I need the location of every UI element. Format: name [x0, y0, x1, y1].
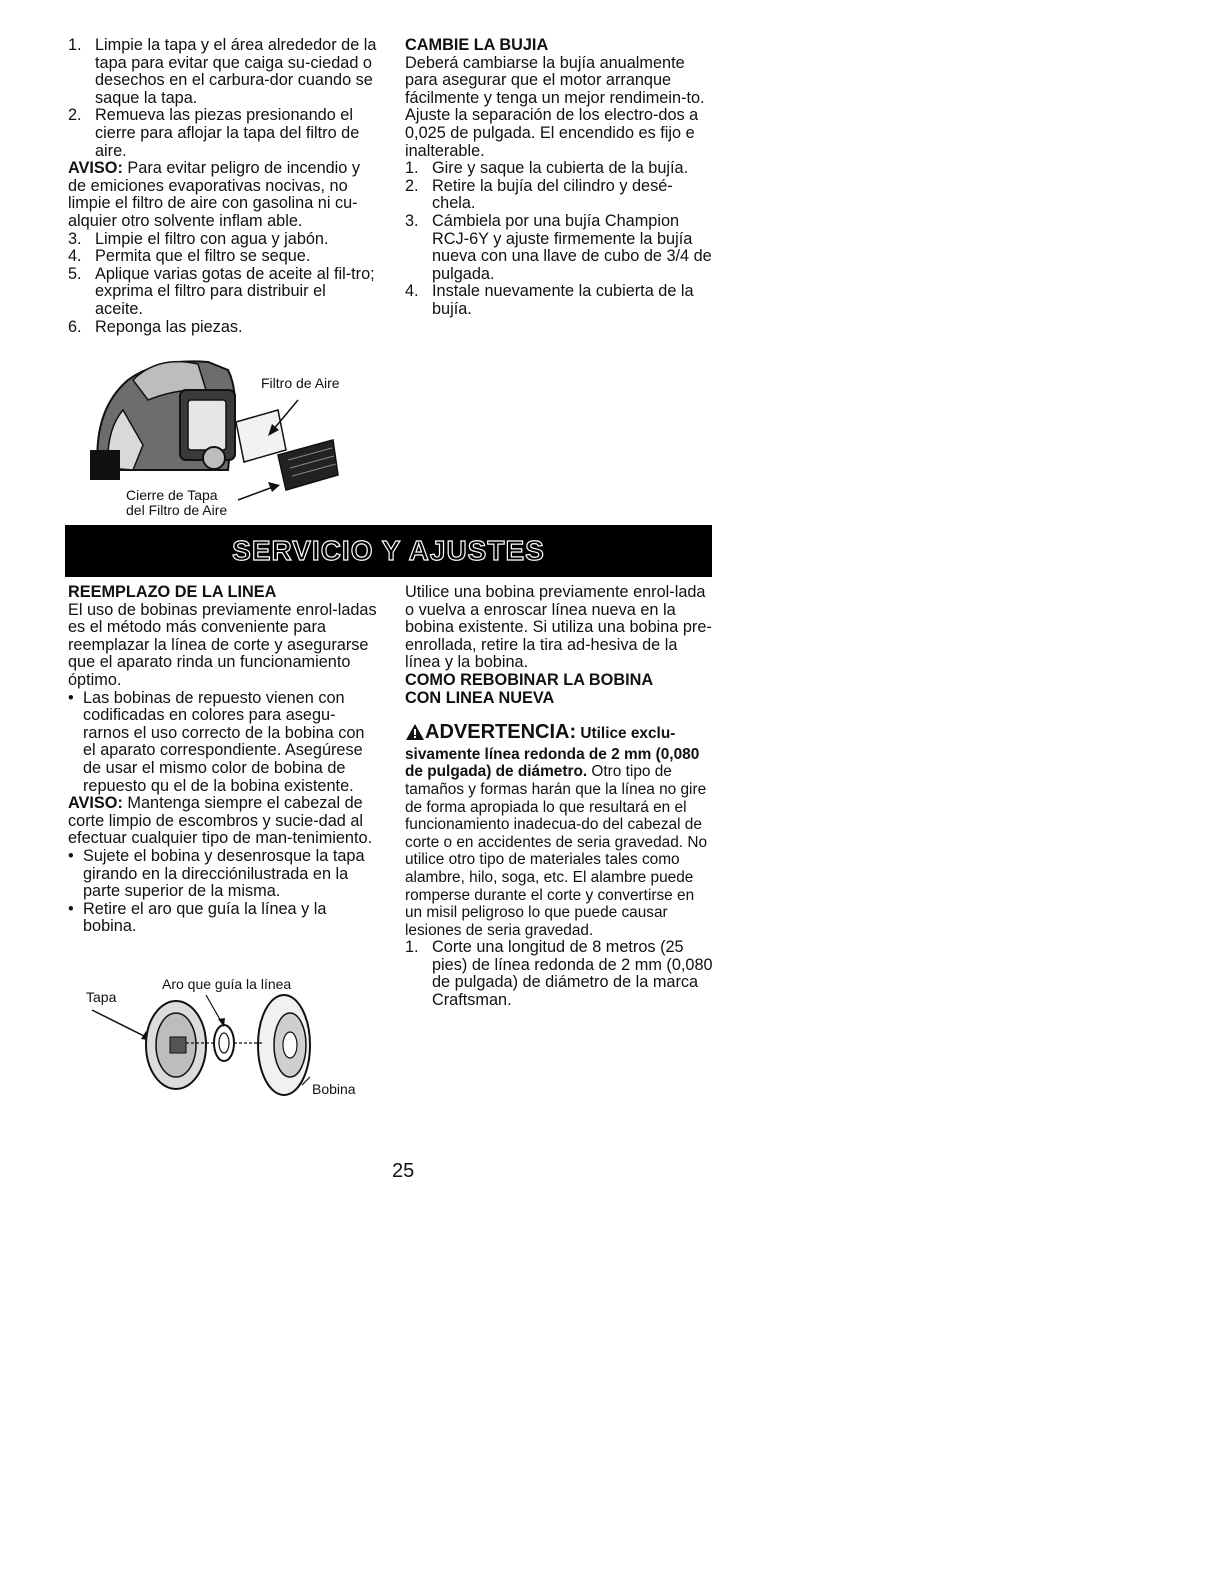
aviso-paragraph-2: AVISO: Mantenga siempre el cabezal de corte limpio de escombros y sucie-dad al efectuar cualquier tipo de man-tenimiento.: [68, 794, 373, 848]
list-item: 3. Limpie el filtro con agua y jabón.: [68, 229, 329, 248]
aviso-paragraph: AVISO: Para evitar peligro de incendio y de emiciones evaporativas nocivas, no limpie el filtro de aire con gasolina ni cu-alquier otro solvente inflam able.: [68, 159, 361, 230]
air-filter-steps-a: [68, 37, 378, 160]
list-item: 4. Instale nuevamente la cubierta de la bujía.: [405, 282, 694, 318]
spark-plug-intro: Deberá cambiarse la bujía anualmente para asegurar que el motor arranque fácilmente y tenga un mejor rendimein-to. Ajuste la separación de los electro-dos a 0,025 de pulgada. El encendido es fijo e inalterable.: [405, 53, 705, 160]
section-banner: [65, 525, 712, 577]
bullet-list-2: [68, 848, 378, 936]
rewind-heading-2: CON LINEA NUEVA: [405, 688, 555, 707]
filter-label: Filtro de Aire: [261, 375, 340, 391]
list-item: 4. Permita que el filtro se seque.: [68, 247, 311, 266]
list-item: • Las bobinas de repuesto vienen con codificadas en colores para asegu-rarnos el uso correcto de la bobina con el aparato correspondiente. Asegúrese de usar el mismo color de bobina de repuesto qu el de la bobina existente.: [68, 688, 365, 795]
section-banner-title: SERVICIO Y AJUSTES: [232, 535, 545, 566]
air-filter-steps-b: [68, 231, 378, 337]
warning-text: Otro tipo de tamaños y formas harán que la línea no gire de forma apropiada lo que resultará en el funcionamiento inadecua-do del cabezal de corte o en accidentes de seria gravedad. No utilice otro tipo de materiales tales como alambre, hilo, soga, etc. El alambre puede romperse durante el corte y convertirse en un misil peligroso lo que puede causar lesiones de seria gravedad.: [405, 763, 708, 939]
left-column-top: [68, 37, 378, 336]
list-item: 6. Reponga las piezas.: [68, 317, 243, 336]
cap-label: Tapa: [86, 989, 117, 1005]
bullet-list-1: [68, 690, 378, 796]
warning-title: ADVERTENCIA:: [425, 721, 577, 744]
right-column-bottom: [405, 584, 715, 1010]
latch-label-1: Cierre de Tapa: [126, 487, 218, 503]
rewind-steps: [405, 939, 715, 1009]
rewind-intro: Utilice una bobina previamente enrol-lada o vuelva a enroscar línea nueva en la bobina existente. Si utiliza una bobina pre-enrollada, retire la tira ad-hesiva de la línea y la bobina.: [405, 583, 712, 672]
list-item: 1. Corte una longitud de 8 metros (25 pies) de línea redonda de 2 mm (0,080 de pulgada) de diámetro de la marca Craftsman.: [405, 938, 713, 1010]
list-item: 2. Remueva las piezas presionando el cierre para aflojar la tapa del filtro de aire.: [68, 106, 360, 160]
line-replacement-heading: REEMPLAZO DE LA LINEA: [68, 583, 277, 601]
right-column-top: [405, 37, 715, 319]
warning-paragraph: [405, 723, 715, 939]
latch-label-2: del Filtro de Aire: [126, 502, 228, 518]
list-item: 1. Gire y saque la cubierta de la bujía.: [405, 159, 689, 178]
left-column-bottom: [68, 584, 378, 936]
list-item: • Retire el aro que guía la línea y la bobina.: [68, 899, 327, 936]
spool-figure: [84, 975, 374, 1100]
spark-plug-steps: [405, 160, 715, 318]
ring-label: Aro que guía la línea: [162, 976, 292, 992]
page-number: 25: [392, 1160, 415, 1182]
line-replacement-intro: El uso de bobinas previamente enrol-ladas es el método más conveniente para reemplazar la línea de corte y asegurarse que el aparato rinda un funcionamiento óptimo.: [68, 600, 377, 689]
air-filter-figure: [88, 350, 368, 520]
list-item: 3. Cámbiela por una bujía Champion RCJ-6Y y ajuste firmemente la bujía nueva con una llave de cubo de 3/4 de pulgada.: [405, 211, 712, 283]
spark-plug-heading: CAMBIE LA BUJIA: [405, 36, 549, 54]
spool-label: Bobina: [312, 1081, 356, 1097]
warning-bold: Utilice exclu-sivamente línea redonda de 2 mm (0,080 de pulgada) de diámetro.: [405, 725, 700, 781]
rewind-heading-1: COMO REBOBINAR LA BOBINA: [405, 670, 654, 689]
list-item: 1. Limpie la tapa y el área alrededor de la tapa para evitar que caiga su-ciedad o desechos en el carbura-dor cuando se saque la tapa.: [68, 36, 377, 107]
list-item: 2. Retire la bujía del cilindro y desé-chela.: [405, 176, 673, 213]
list-item: • Sujete el bobina y desenrosque la tapa girando en la direcciónilustrada en la parte superior de la misma.: [68, 846, 365, 901]
warning-triangle-icon: [405, 723, 425, 746]
list-item: 5. Aplique varias gotas de aceite al fil-tro; exprima el filtro para distribuir el aceite.: [68, 264, 375, 318]
